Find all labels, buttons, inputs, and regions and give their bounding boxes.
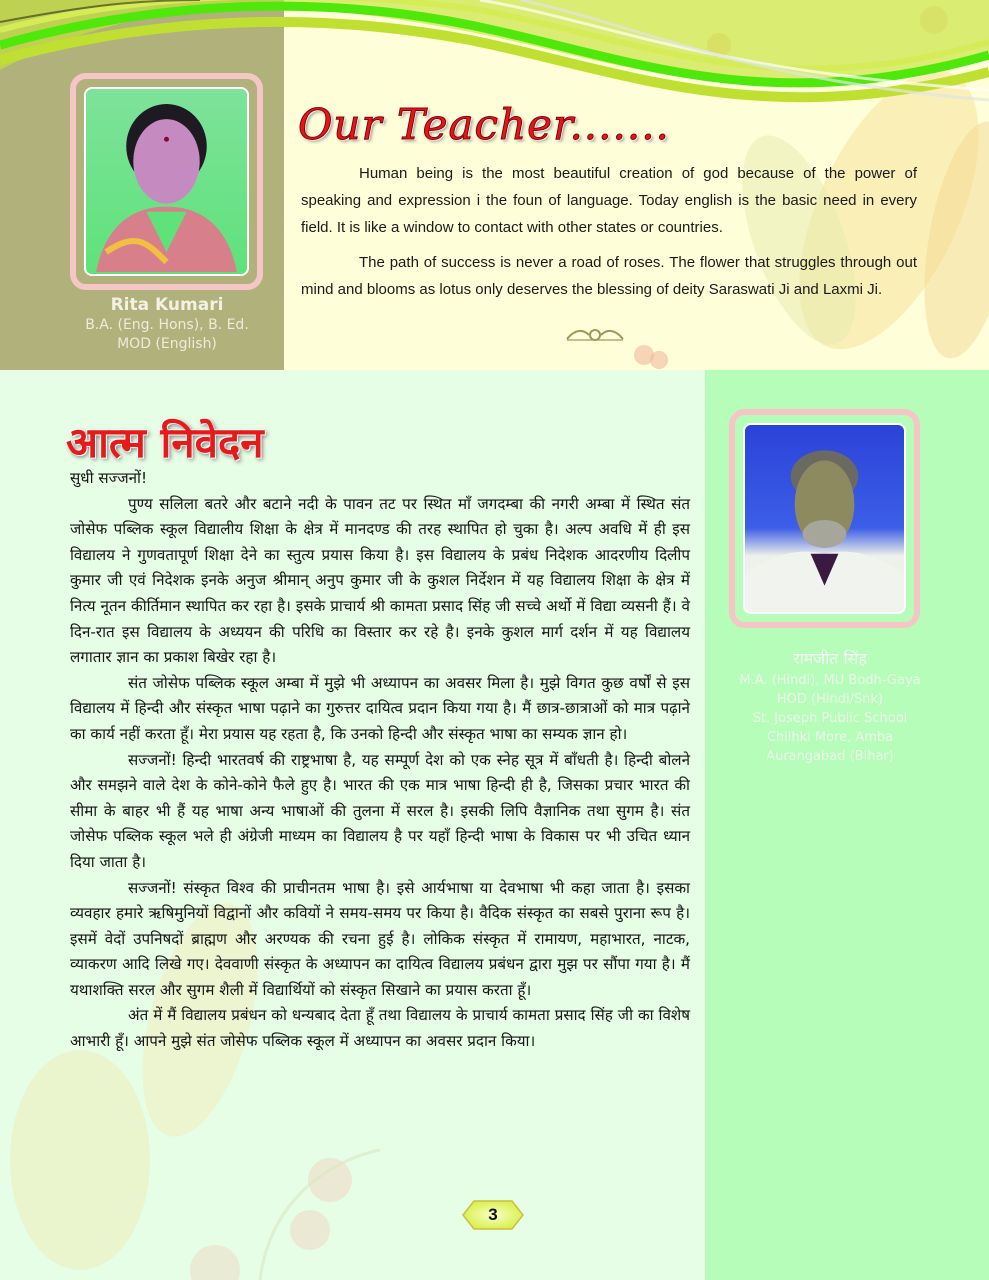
teacher-qualification: B.A. (Eng. Hons), B. Ed. — [85, 317, 249, 333]
teacher-photo-rita-kumari — [84, 87, 249, 276]
section-title-atma-nivedan: आत्म निवेदन — [66, 418, 264, 467]
message-paragraph: पुण्य सलिला बतरे और बटाने नदी के पावन तट पर स्थित माँ जगदम्बा की नगरी अम्बा में स्थित संत जोसेफ पब्लिक स्कूल विद्यालीय शिक्षा के क्षेत्र में मानदण्ड की तरह स्थापित हो चुका है। अल्प अवधि में ही इस विद्यालय ने गुणवतापूर्ण शिक्षा देने का स्तुत्य प्रयास किया है। इस विद्यालय के प्रबंध निदेशक आदरणीय दिलीप कुमार जी एवं निदेशक इनके अनुज श्रीमान् अनुप कुमार जी के कुशल निर्देशन में यह विद्यालय शिक्षा के क्षेत्र में नित्य नूतन कीर्तिमान स्थापित कर रहा है। इसके प्राचार्य श्री कामता प्रसाद सिंह जी सच्चे अर्थो में विद्या व्यसनी हैं। वे दिन-रात इस विद्यालय के अध्ययन की परिधि का विस्तार कर रहे है। इनके कुशल मार्ग दर्शन में यह विद्यालय लगातार ज्ञान का प्रकाश बिखेर रहा है। — [70, 494, 690, 667]
floral-divider-icon — [565, 325, 625, 343]
portrait-woman-icon — [86, 89, 247, 274]
teacher-paragraph: The path of success is never a road of roses. The flower that struggles through out mind and blooms as lotus only deserves the blessing of deity Saraswati Ji and Laxmi Ji. — [301, 254, 917, 298]
teacher-name: रामजीत सिंह — [793, 649, 867, 668]
teacher-name: Rita Kumari — [110, 295, 224, 315]
portrait-man-icon — [745, 425, 904, 612]
page-number-badge — [462, 1200, 524, 1230]
teacher-detail-line: M.A. (Hindi), MU Bodh-Gaya — [739, 673, 921, 688]
message-paragraph: सज्जनों! हिन्दी भारतवर्ष की राष्ट्रभाषा है, यह सम्पूर्ण देश को एक स्नेह सूत्र में बाँधती है। हिन्दी बोलने और समझने वाले देश के कोने-कोने फैले हुए है। भारत की एक मात्र भाषा हिन्दी ही है, जिसका प्रचार भारत की सीमा के बाहर भी हैं यह भाषा अन्य भाषाओं की तुलना में सरल है। इसकी लिपि वैज्ञानिक तथा सुगम है। संत जोसेफ पब्लिक स्कूल भले ही अंग्रेजी माध्यम का विद्यालय है पर यहाँ हिन्दी भाषा के विकास पर भी उचित ध्यान दिया जाता है। — [70, 750, 690, 871]
teacher-message — [301, 160, 917, 303]
teacher-detail-line: HOD (Hindi/Snk) — [776, 692, 884, 707]
teacher-paragraph: Human being is the most beautiful creation of god because of the power of speaking and expression i the foun of language. Today english is the basic need in every field. It is like a window to contact with other states or countries. — [301, 165, 917, 236]
teacher-detail-line: Chilhki More, Amba — [766, 730, 894, 745]
teacher-caption-ramjeet — [705, 647, 955, 766]
message-paragraph: अंत में मैं विद्यालय प्रबंधन को धन्यबाद देता हूँ तथा विद्यालय के प्राचार्य कामता प्रसाद सिंह जी का विशेष आभारी हूँ। आपने मुझे संत जोसेफ पब्लिक स्कूल में अध्यापन का अवसर प्रदान किया। — [70, 1006, 690, 1051]
message-paragraph: सज्जनों! संस्कृत विश्व की प्राचीनतम भाषा है। इसे आर्यभाषा या देवभाषा भी कहा जाता है। इसका व्यवहार हमारे ऋषिमुनियों विद्वानों और कवियों ने समय-समय पर किया है। वैदिक संस्कृत का सबसे पुराना रूप है। इसमें वेदों उपनिषदों ब्राह्मण और अरण्यक की रचना हुई है। लोकिक संस्कृत में रामायण, महाभारत, नाटक, व्याकरण आदि लिखे गए। देववाणी संस्कृत के अध्यापन का दायित्व विद्यालय प्रबंधन द्वारा मुझ पर सौंपा गया है। मैं यथाशक्ति सरल और सुगम शैली में विद्यार्थियों को संस्कृत सिखाने का प्रयास करता हूँ। — [70, 878, 690, 999]
teacher-section — [0, 0, 989, 370]
message-paragraph: संत जोसेफ पब्लिक स्कूल अम्बा में मुझे भी अध्यापन का अवसर मिला है। मुझे विगत कुछ वर्षों से इस विद्यालय में हिन्दी और संस्कृत भाषा पढ़ाने का गुरुत्तर दायित्व प्रदान किया गया है। मैं छात्र-छात्राओं को मात्र पढ़ाने का कार्य नहीं करता हूँ। मेरा प्रयास यह रहता है, कि उनको हिन्दी और संस्कृत भाषा का सम्यक ज्ञान हो। — [70, 673, 690, 743]
teacher-photo-ramjeet-singh — [743, 423, 906, 614]
teacher-caption-rita — [50, 294, 284, 354]
salutation: सुधी सज्जनों! — [70, 469, 148, 487]
teacher-photo-frame — [70, 73, 263, 290]
page-number: 3 — [488, 1205, 498, 1224]
teacher-role: MOD (English) — [117, 336, 217, 352]
teacher-photo-frame — [729, 409, 920, 628]
atma-nivedan-message — [70, 466, 690, 1055]
section-title-our-teacher: Our Teacher....... — [298, 100, 670, 149]
teacher-detail-line: Aurangabad (Bihar) — [766, 749, 894, 764]
teacher-detail-line: St. Joseph Public School — [752, 711, 908, 726]
